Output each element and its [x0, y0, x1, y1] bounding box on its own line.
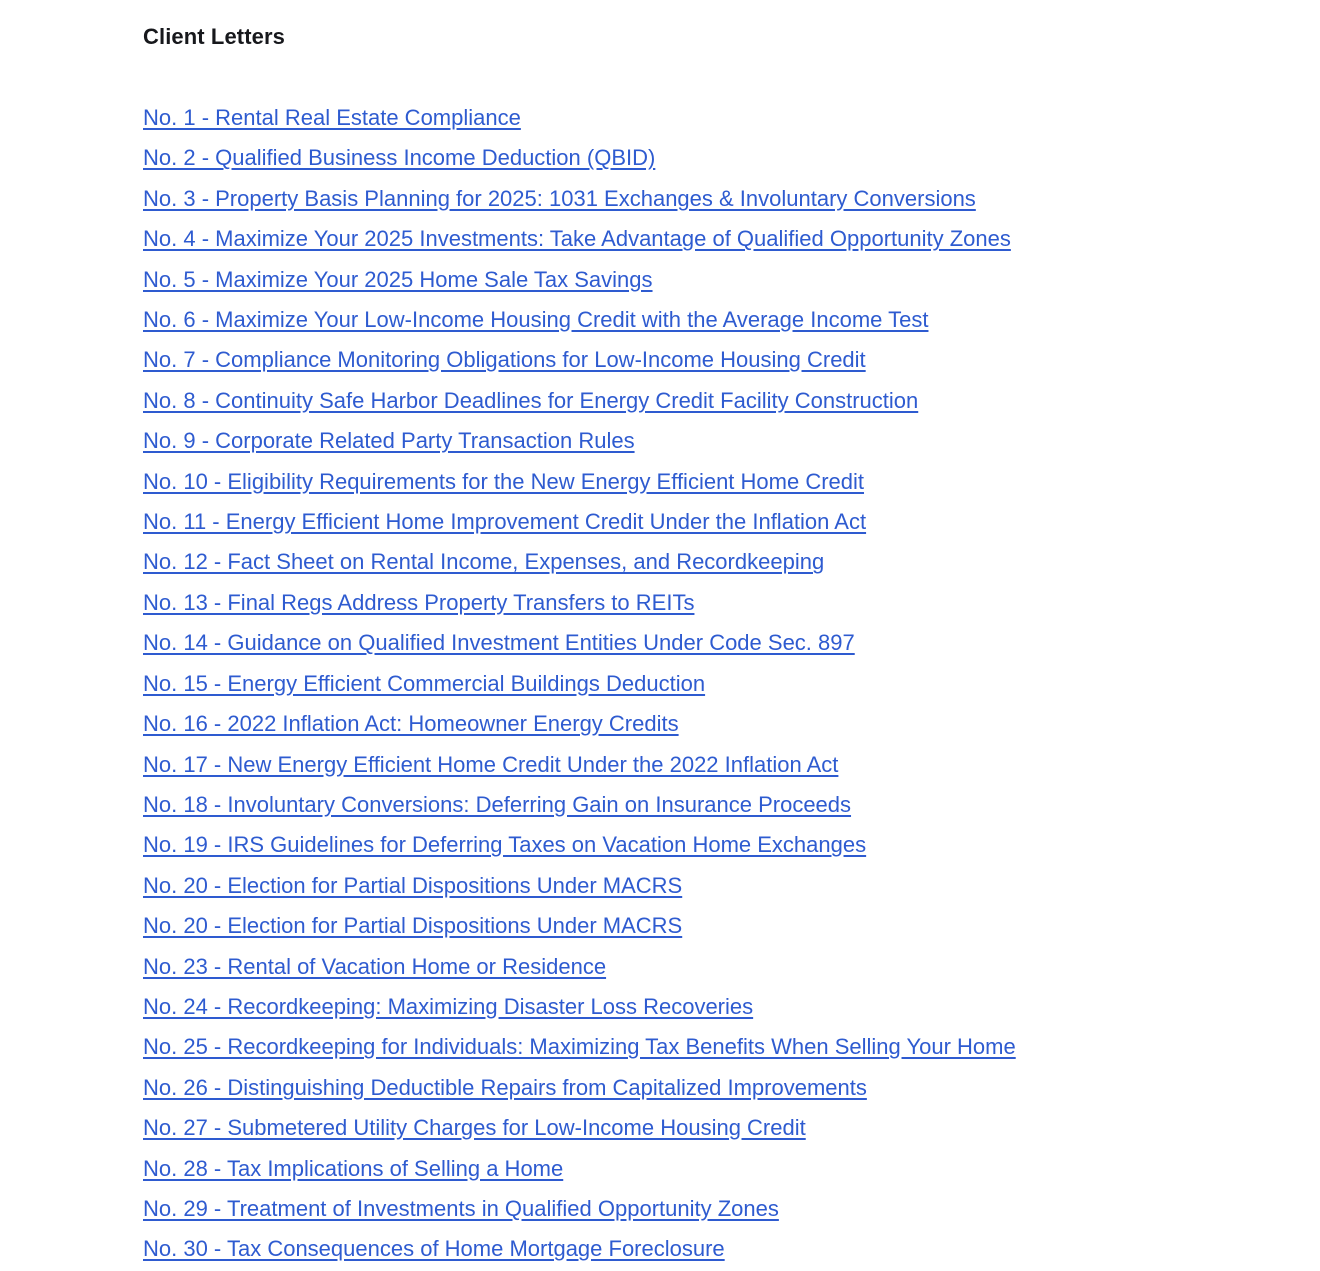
client-letter-link[interactable]: No. 23 - Rental of Vacation Home or Residence — [143, 953, 607, 979]
list-item — [143, 1069, 1320, 1109]
list-item — [143, 867, 1320, 907]
list-item — [143, 301, 1320, 341]
client-letter-link[interactable]: No. 20 - Election for Partial Dispositions Under MACRS — [143, 913, 683, 939]
list-item — [143, 220, 1320, 260]
list-item — [143, 422, 1320, 462]
list-item — [143, 543, 1320, 583]
list-item — [143, 584, 1320, 624]
client-letter-link[interactable]: No. 8 - Continuity Safe Harbor Deadlines for Energy Credit Facility Construction — [143, 387, 919, 413]
client-letter-link[interactable]: No. 4 - Maximize Your 2025 Investments: Take Advantage of Qualified Opportunity Zones — [143, 226, 1011, 252]
list-item — [143, 1109, 1320, 1149]
list-item — [143, 705, 1320, 745]
client-letter-link[interactable]: No. 18 - Involuntary Conversions: Deferring Gain on Insurance Proceeds — [143, 791, 852, 817]
client-letter-link[interactable]: No. 11 - Energy Efficient Home Improvement Credit Under the Inflation Act — [143, 509, 867, 535]
client-letter-link[interactable]: No. 6 - Maximize Your Low-Income Housing Credit with the Average Income Test — [143, 307, 929, 333]
client-letter-link[interactable]: No. 3 - Property Basis Planning for 2025: 1031 Exchanges & Involuntary Conversions — [143, 185, 976, 211]
list-item — [143, 786, 1320, 826]
list-item — [143, 261, 1320, 301]
client-letter-link[interactable]: No. 24 - Recordkeeping: Maximizing Disaster Loss Recoveries — [143, 993, 754, 1019]
client-letter-link[interactable]: No. 26 - Distinguishing Deductible Repairs from Capitalized Improvements — [143, 1074, 867, 1100]
list-item — [143, 826, 1320, 866]
list-item — [143, 746, 1320, 786]
client-letter-link[interactable]: No. 12 - Fact Sheet on Rental Income, Expenses, and Recordkeeping — [143, 549, 825, 575]
client-letter-link[interactable]: No. 20 - Election for Partial Dispositions Under MACRS — [143, 872, 683, 898]
list-item — [143, 1230, 1320, 1270]
list-item — [143, 463, 1320, 503]
client-letter-link[interactable]: No. 27 - Submetered Utility Charges for Low-Income Housing Credit — [143, 1115, 806, 1141]
list-item — [143, 948, 1320, 988]
client-letter-link[interactable]: No. 16 - 2022 Inflation Act: Homeowner Energy Credits — [143, 711, 679, 737]
client-letter-link[interactable]: No. 29 - Treatment of Investments in Qualified Opportunity Zones — [143, 1195, 779, 1221]
client-letter-link[interactable]: No. 15 - Energy Efficient Commercial Buildings Deduction — [143, 670, 706, 696]
list-item — [143, 139, 1320, 179]
list-item — [143, 341, 1320, 381]
client-letter-link[interactable]: No. 1 - Rental Real Estate Compliance — [143, 105, 521, 130]
client-letter-link[interactable]: No. 14 - Guidance on Qualified Investment Entities Under Code Sec. 897 — [143, 630, 855, 656]
client-letter-link[interactable]: No. 10 - Eligibility Requirements for the New Energy Efficient Home Credit — [143, 468, 865, 494]
client-letter-link[interactable]: No. 28 - Tax Implications of Selling a Home — [143, 1155, 564, 1181]
list-item — [143, 1150, 1320, 1190]
page-title: Client Letters — [143, 24, 285, 49]
client-letter-link[interactable]: No. 17 - New Energy Efficient Home Credit Under the 2022 Inflation Act — [143, 751, 839, 777]
client-letter-link[interactable]: No. 5 - Maximize Your 2025 Home Sale Tax Savings — [143, 266, 653, 292]
client-letter-link[interactable]: No. 25 - Recordkeeping for Individuals: Maximizing Tax Benefits When Selling Your Home — [143, 1034, 1016, 1060]
client-letter-link[interactable]: No. 9 - Corporate Related Party Transaction Rules — [143, 428, 635, 454]
list-item — [143, 1190, 1320, 1230]
list-item — [143, 988, 1320, 1028]
list-item — [143, 99, 1320, 139]
list-item — [143, 382, 1320, 422]
client-letter-link[interactable]: No. 13 - Final Regs Address Property Transfers to REITs — [143, 589, 695, 615]
list-item — [143, 665, 1320, 705]
client-letter-link[interactable]: No. 19 - IRS Guidelines for Deferring Taxes on Vacation Home Exchanges — [143, 832, 867, 858]
client-letter-link[interactable]: No. 7 - Compliance Monitoring Obligations for Low-Income Housing Credit — [143, 347, 866, 373]
list-item — [143, 1028, 1320, 1068]
list-item — [143, 503, 1320, 543]
client-letters-list — [143, 99, 1320, 1271]
client-letter-link[interactable]: No. 30 - Tax Consequences of Home Mortgage Foreclosure — [143, 1236, 725, 1262]
list-item — [143, 907, 1320, 947]
list-item — [143, 624, 1320, 664]
list-item — [143, 180, 1320, 220]
client-letter-link[interactable]: No. 2 - Qualified Business Income Deduction (QBID) — [143, 145, 656, 171]
